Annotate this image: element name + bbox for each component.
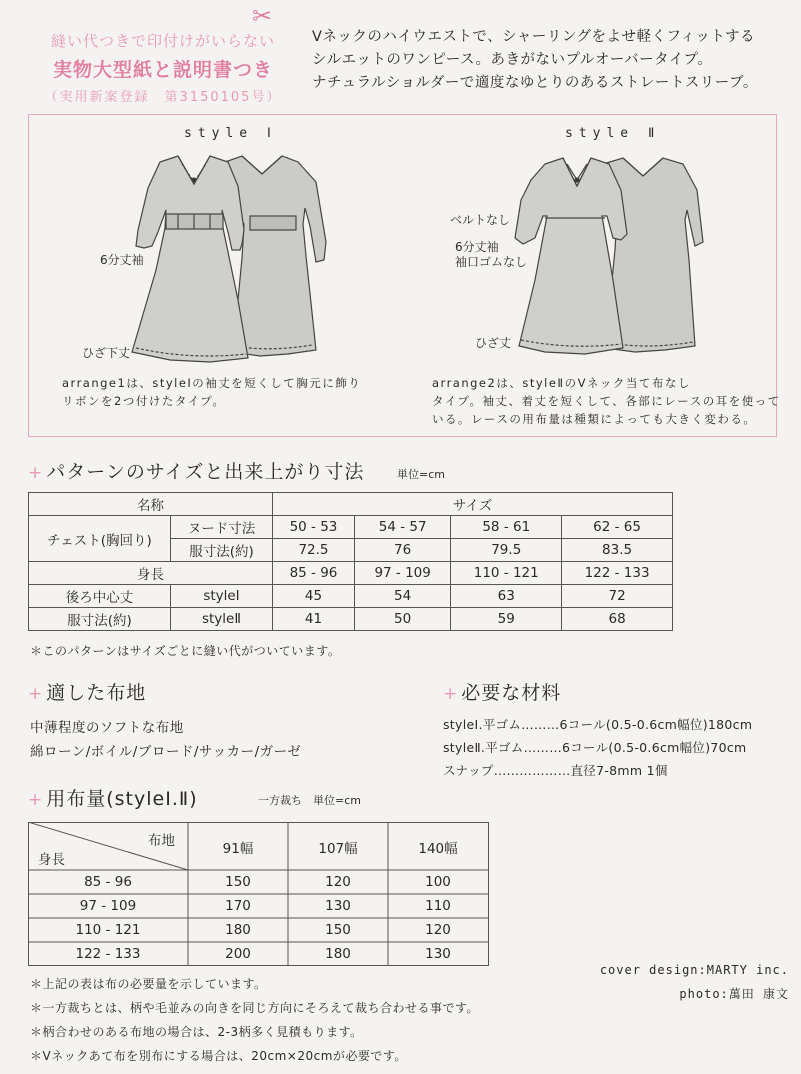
arrange-line: いる。レースの用布量は種類によっても大きく変わる。 bbox=[432, 412, 757, 426]
yardage-width-140: 140幅 bbox=[418, 841, 458, 857]
table-cell: 45 bbox=[273, 585, 355, 608]
table-cell: 100 bbox=[425, 874, 451, 890]
row-garment: 服寸法(約) bbox=[171, 539, 273, 562]
materials-section-title: 必要な材料 bbox=[461, 682, 562, 704]
yardage-h-fabric: 布地 bbox=[148, 833, 175, 849]
row-style1: styleⅠ bbox=[171, 585, 273, 608]
style2-front-dress bbox=[515, 158, 627, 354]
size-section-title: パターンのサイズと出来上がり寸法 bbox=[46, 461, 365, 483]
yardage-section-title: 用布量(styleⅠ.Ⅱ) bbox=[46, 788, 198, 810]
plus-icon: + bbox=[28, 790, 44, 810]
style2-belt-label: ベルトなし bbox=[450, 213, 511, 227]
table-cell: 72 bbox=[562, 585, 673, 608]
table-cell: 54 bbox=[354, 585, 450, 608]
size-table bbox=[28, 492, 673, 631]
table-cell: 62 - 65 bbox=[562, 516, 673, 539]
yardage-width-91: 91幅 bbox=[222, 841, 254, 857]
table-cell: 180 bbox=[325, 946, 351, 962]
fabric-section-heading bbox=[28, 678, 146, 705]
table-cell: 120 bbox=[425, 922, 451, 938]
table-cell: 50 bbox=[354, 608, 450, 631]
arrange-line: arrange1は、styleⅠの袖丈を短くして胸元に飾り bbox=[62, 376, 362, 390]
table-cell: 180 bbox=[225, 922, 251, 938]
yardage-sub: 一方裁ち 単位=cm bbox=[258, 794, 361, 807]
row-height: 身長 bbox=[29, 562, 273, 585]
arrange-line: リボンを2つ付けたタイプ。 bbox=[62, 394, 226, 408]
style2-sleeve-label1: 6分丈袖 bbox=[455, 240, 499, 254]
arrange-line: タイプ。袖丈、着丈を短くして、各部にレースの耳を使って bbox=[432, 394, 781, 408]
table-cell: 63 bbox=[451, 585, 562, 608]
table-cell: 200 bbox=[225, 946, 251, 962]
plus-icon: + bbox=[28, 463, 44, 483]
promo-block bbox=[28, 30, 298, 105]
table-cell: 150 bbox=[225, 874, 251, 890]
table-cell: 110 bbox=[425, 898, 451, 914]
style1-sleeve-label: 6分丈袖 bbox=[100, 253, 144, 267]
table-row bbox=[29, 585, 673, 608]
yardage-h-height: 身長 bbox=[38, 852, 65, 868]
table-cell: 150 bbox=[325, 922, 351, 938]
promo-line1: 縫い代つきで印付けがいらない bbox=[50, 32, 275, 50]
table-row bbox=[29, 516, 673, 539]
table-cell: 170 bbox=[225, 898, 251, 914]
yardage-notes bbox=[30, 972, 479, 1068]
table-cell: 83.5 bbox=[562, 539, 673, 562]
yardage-row-height: 122 - 133 bbox=[75, 946, 141, 962]
table-cell: 130 bbox=[325, 898, 351, 914]
yardage-note: ＊柄合わせのある布地の場合は、2-3柄多く見積もります。 bbox=[30, 1025, 363, 1039]
row-back-garment: 服寸法(約) bbox=[29, 608, 171, 631]
style2-sleeve-label2: 袖口ゴムなし bbox=[455, 255, 528, 269]
row-style2: styleⅡ bbox=[171, 608, 273, 631]
arrange-line: arrange2は、styleⅡのVネック当て布なし bbox=[432, 376, 691, 390]
cover-credit: cover design:MARTY inc. bbox=[599, 963, 789, 977]
row-chest: チェスト(胸回り) bbox=[29, 516, 171, 562]
table-cell: 72.5 bbox=[273, 539, 355, 562]
table-cell: 97 - 109 bbox=[354, 562, 450, 585]
intro-line: シルエットのワンピース。あきがないプルオーバータイプ。 bbox=[312, 52, 713, 68]
material-item: スナップ………………直径7-8mm 1個 bbox=[443, 763, 668, 778]
photo-credit: photo:萬田 康文 bbox=[679, 987, 789, 1001]
table-cell: 76 bbox=[354, 539, 450, 562]
intro-text bbox=[312, 26, 758, 95]
table-cell: 68 bbox=[562, 608, 673, 631]
header-name: 名称 bbox=[29, 493, 273, 516]
table-cell: 59 bbox=[451, 608, 562, 631]
fabric-line: 綿ローン/ボイル/ブロード/サッカー/ガーゼ bbox=[30, 744, 302, 760]
table-row bbox=[29, 608, 673, 631]
size-unit: 単位=cm bbox=[397, 468, 445, 481]
plus-icon: + bbox=[28, 684, 44, 704]
plus-icon: + bbox=[443, 684, 459, 704]
style2-arrange-text bbox=[432, 374, 781, 428]
fabric-section-title: 適した布地 bbox=[46, 682, 147, 704]
yardage-row-height: 97 - 109 bbox=[79, 898, 137, 914]
table-row bbox=[29, 562, 673, 585]
table-cell: 58 - 61 bbox=[451, 516, 562, 539]
table-cell: 54 - 57 bbox=[354, 516, 450, 539]
material-item: styleⅡ.平ゴム………6コール(0.5-0.6cm幅位)70cm bbox=[443, 740, 747, 755]
intro-line: Vネックのハイウエストで、シャーリングをよせ軽くフィットする bbox=[312, 29, 755, 45]
yardage-note: ＊一方裁ちとは、柄や毛並みの向きを同じ方向にそろえて裁ち合わせる事です。 bbox=[30, 1001, 480, 1015]
table-cell: 130 bbox=[425, 946, 451, 962]
materials-section-heading bbox=[443, 678, 561, 705]
style2-title: style Ⅱ bbox=[565, 126, 661, 141]
table-cell: 79.5 bbox=[451, 539, 562, 562]
style2-length-label: ひざ丈 bbox=[475, 336, 512, 350]
credits bbox=[600, 958, 789, 1006]
row-nude: ヌード寸法 bbox=[171, 516, 273, 539]
table-cell: 41 bbox=[273, 608, 355, 631]
promo-line2: 実物大型紙と説明書つき bbox=[52, 59, 273, 81]
style1-length-label: ひざ下丈 bbox=[82, 346, 131, 360]
table-cell: 122 - 133 bbox=[562, 562, 673, 585]
materials-list bbox=[443, 713, 752, 782]
table-cell: 120 bbox=[325, 874, 351, 890]
fabric-text bbox=[30, 716, 301, 764]
yardage-row-height: 110 - 121 bbox=[75, 922, 141, 938]
row-back-length: 後ろ中心丈 bbox=[29, 585, 171, 608]
promo-line3: （実用新案登録 第3150105号） bbox=[44, 90, 282, 105]
style1-title: style Ⅰ bbox=[184, 126, 277, 141]
table-row bbox=[29, 493, 673, 516]
fabric-line: 中薄程度のソフトな布地 bbox=[30, 720, 184, 736]
style1-arrange-text bbox=[62, 374, 361, 410]
style2-dress-illustration bbox=[505, 150, 715, 362]
table-cell: 110 - 121 bbox=[451, 562, 562, 585]
yardage-width-107: 107幅 bbox=[318, 841, 358, 857]
scissors-icon: ✂ bbox=[252, 2, 273, 30]
yardage-row-height: 85 - 96 bbox=[84, 874, 132, 890]
yardage-table bbox=[28, 822, 489, 966]
material-item: styleⅠ.平ゴム………6コール(0.5-0.6cm幅位)180cm bbox=[443, 717, 753, 732]
yardage-section-heading bbox=[28, 784, 198, 811]
size-note: ＊このパターンはサイズごとに縫い代がついています。 bbox=[30, 644, 341, 658]
style1-dress-illustration bbox=[120, 150, 330, 365]
style1-front-dress bbox=[132, 156, 248, 362]
table-cell: 50 - 53 bbox=[273, 516, 355, 539]
table-cell: 85 - 96 bbox=[273, 562, 355, 585]
header-size: サイズ bbox=[273, 493, 673, 516]
yardage-note: ＊Vネックあて布を別布にする場合は、20cm×20cmが必要です。 bbox=[30, 1049, 407, 1063]
size-section-heading bbox=[28, 457, 364, 484]
yardage-note: ＊上記の表は布の必要量を示しています。 bbox=[30, 977, 267, 991]
intro-line: ナチュラルショルダーで適度なゆとりのあるストレートスリーブ。 bbox=[312, 75, 758, 91]
